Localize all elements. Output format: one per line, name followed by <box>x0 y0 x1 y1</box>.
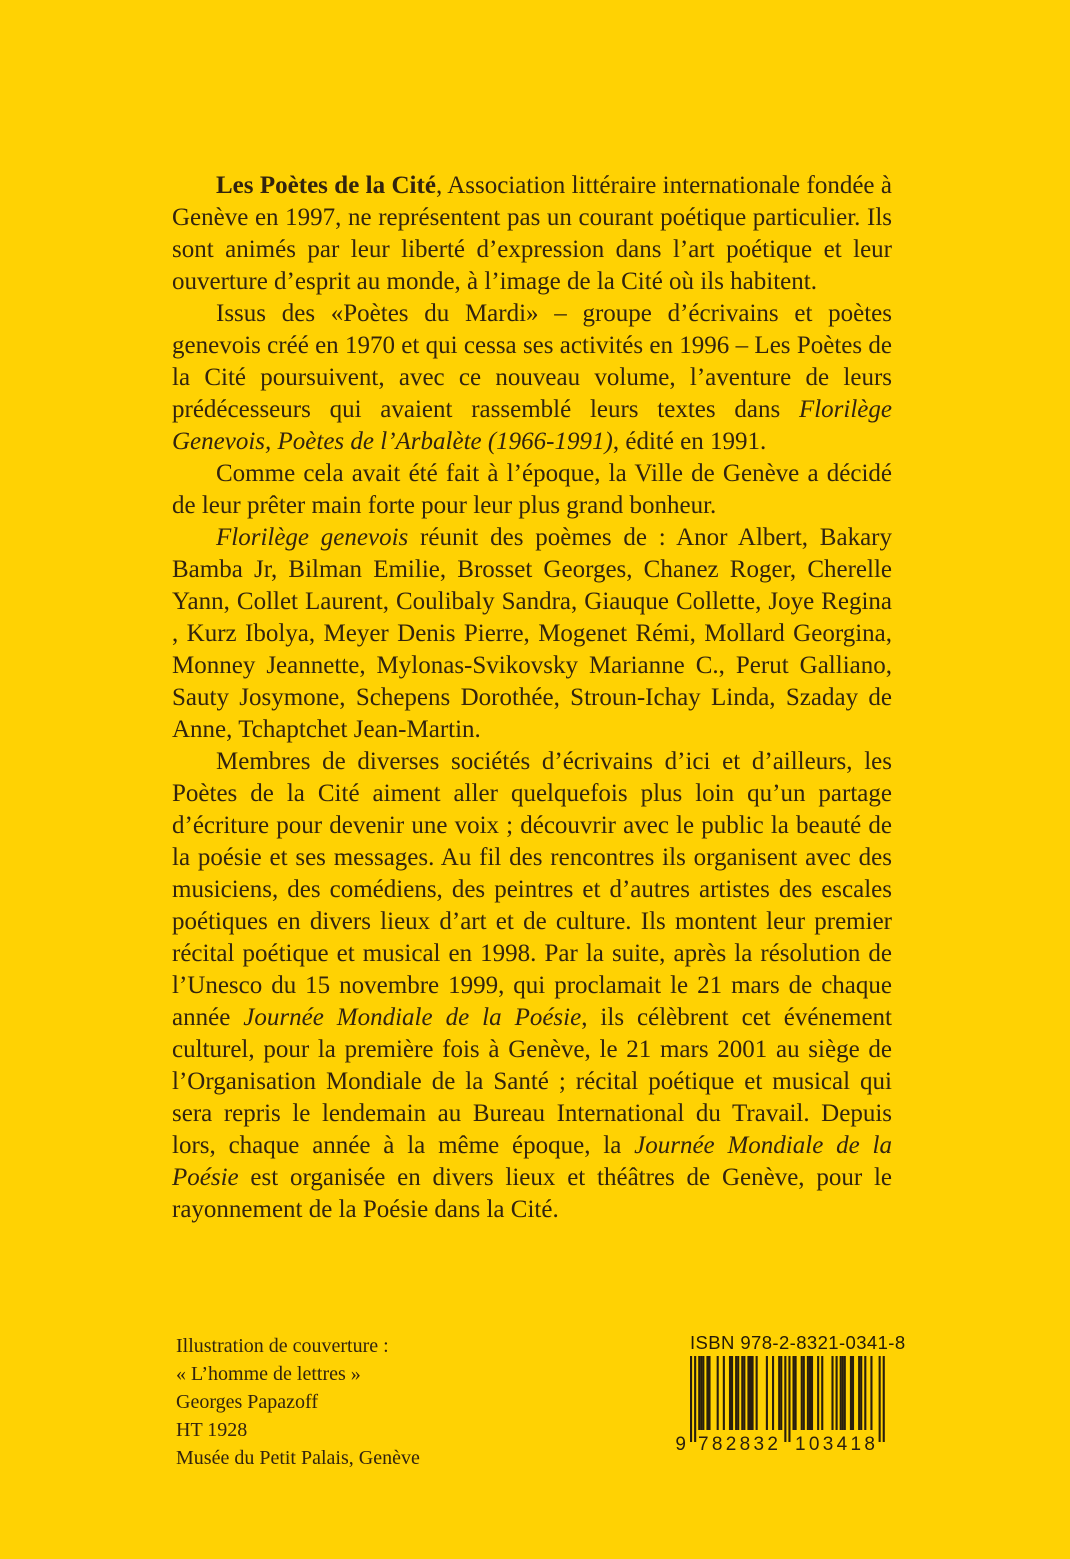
barcode-digits: 9 <box>675 1434 686 1455</box>
barcode-digits: 103418 <box>795 1434 875 1455</box>
blurb-text-segment: Issus des «Poètes du Mardi» – groupe d’écrivains et poètes genevois créé en 1970 et qui cessa ses activités en 1996 – Les Poètes de la Cité poursuivent, avec ce nouveau volume, l’aventure de leurs prédécesseurs qui avaient rassemblé leurs textes dans <box>172 300 892 423</box>
isbn-barcode <box>670 1332 906 1463</box>
credit-line: Georges Papazoff <box>176 1391 318 1413</box>
cover-illustration-credit <box>176 1332 420 1472</box>
blurb-text-segment: Journée Mondiale de la Poésie <box>243 1004 582 1031</box>
blurb-text-segment: , édité en 1991. <box>612 428 767 455</box>
credit-line: Illustration de couverture : <box>176 1335 389 1357</box>
blurb-text-segment: réunit des poèmes de : Anor Albert, Bakary Bamba Jr, Bilman Emilie, Brosset Georges, Chanez Roger, Cherelle Yann, Collet Laurent, Coulibaly Sandra, Giauque Collette, Joye Regina , Kurz Ibolya, Meyer Denis Pierre, Mogenet Rémi, Mollard Georgina, Monney Jeannette, Mylonas-Svikovsky Marianne C., Perut Galliano, Sauty Josymone, Schepens Dorothée, Stroun-Ichay Linda, Szaday de Anne, Tchaptchet Jean-Martin. <box>172 524 892 743</box>
isbn-number-label: ISBN 978-2-8321-0341-8 <box>690 1332 906 1353</box>
barcode-digits: 782832 <box>698 1434 778 1455</box>
blurb-text-segment: Membres de diverses sociétés d’écrivains d’ici et d’ailleurs, les Poètes de la Cité aiment aller quelquefois plus loin qu’un partage d’écriture pour devenir une voix ; découvrir avec le public la beauté de la poésie et ses messages. Au fil des rencontres ils organisent avec des musiciens, des comédiens, des peintres et d’autres artistes des escales poétiques en divers lieux d’art et de culture. Ils montent leur premier récital poétique et musical en 1998. Par la suite, après la résolution de l’Unesco du 15 novembre 1999, qui proclamait le 21 mars de chaque année <box>172 748 892 1031</box>
blurb-paragraph <box>172 522 892 746</box>
blurb-text-segment: est organisée en divers lieux et théâtres de Genève, pour le rayonnement de la Poésie dans la Cité. <box>172 1164 892 1223</box>
blurb-text-segment: , Association littéraire internationale fondée à Genève en 1997, ne représentent pas un courant poétique particulier. Ils sont animés par leur liberté d’expression dans l’art poétique et leur ouverture d’esprit au monde, à l’image de la Cité où ils habitent. <box>172 172 892 295</box>
blurb-paragraph <box>172 458 892 522</box>
blurb-text-block <box>172 170 892 1226</box>
blurb-text-segment: Florilège Genevois, Poètes de l’Arbalète (1966-1991) <box>172 396 892 455</box>
credit-line: « L’homme de lettres » <box>176 1363 361 1385</box>
blurb-paragraph <box>172 170 892 298</box>
credit-line: Musée du Petit Palais, Genève <box>176 1447 420 1469</box>
blurb-text-segment: , ils célèbrent cet événement culturel, pour la première fois à Genève, le 21 mars 2001 au siège de l’Organisation Mondiale de la Santé ; récital poétique et musical qui sera repris le lendemain au Bureau International du Travail. Depuis lors, chaque année à la même époque, la <box>172 1004 892 1159</box>
blurb-text-segment: Florilège genevois <box>216 524 409 551</box>
blurb-text-segment: Journée Mondiale de la Poésie <box>172 1132 892 1191</box>
blurb-text-segment: Comme cela avait été fait à l’époque, la Ville de Genève a décidé de leur prêter main forte pour leur plus grand bonheur. <box>172 460 892 519</box>
blurb-paragraph <box>172 746 892 1226</box>
blurb-text-segment: Les Poètes de la Cité <box>216 172 436 199</box>
ean13-barcode-graphic <box>670 1354 886 1458</box>
blurb-paragraph <box>172 298 892 458</box>
credit-line: HT 1928 <box>176 1419 248 1441</box>
